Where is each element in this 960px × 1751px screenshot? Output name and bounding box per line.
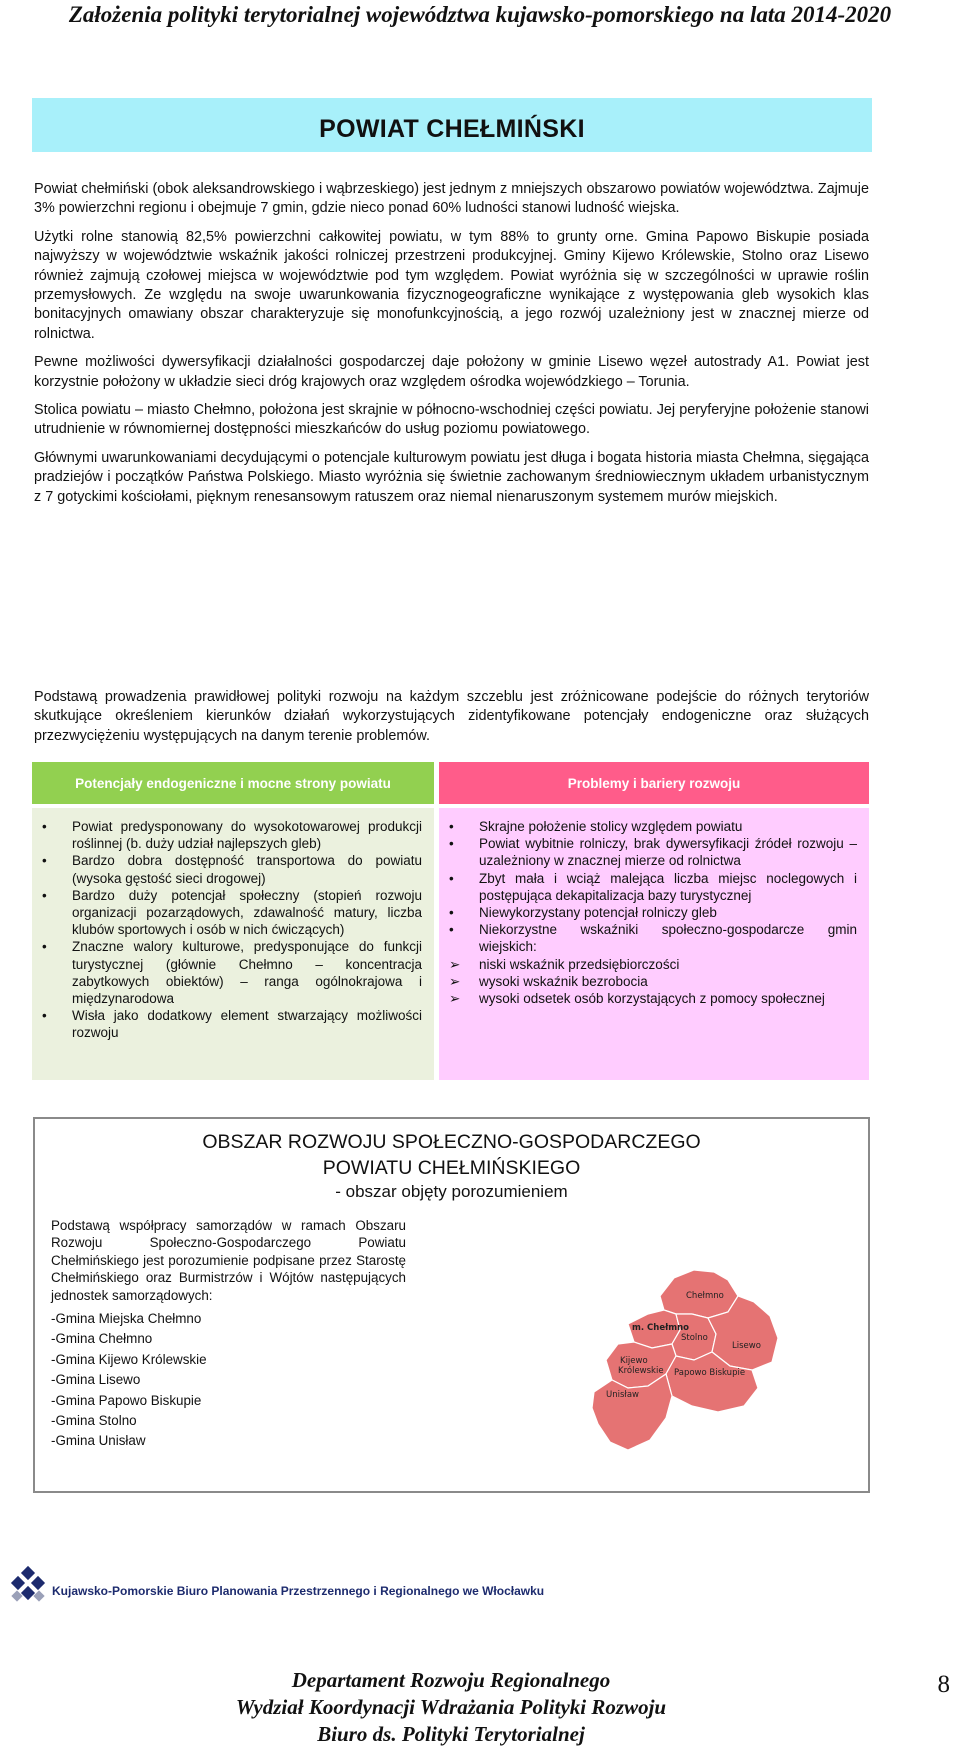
strengths-header: Potencjały endogeniczne i mocne strony powiatu [32, 762, 434, 804]
bullet-icon: • [42, 853, 47, 869]
problems-header: Problemy i bariery rozwoju [439, 762, 869, 804]
strengths-list [32, 808, 434, 1042]
map-label-lisewo: Lisewo [732, 1341, 761, 1351]
intro-paragraph: Podstawą prowadzenia prawidłowej polityki rozwoju na każdym szczeblu jest zróżnicowane podejście do różnych terytoriów skutkujące określeniem kierunków działań wykorzystujących zidentyfikowane potencjały endogeniczne oraz służących przezwyciężeniu występujących na danym terenie problemów. [34, 689, 869, 744]
document-footer [0, 1667, 960, 1748]
bullet-icon: • [449, 922, 454, 938]
bullet-icon: • [42, 819, 47, 834]
footer-line-2: Wydział Koordynacji Wdrażania Polityki Rozwoju [235, 1695, 667, 1719]
list-item: • Bardzo dobra dostępność transportowa do powiatu (wysoka gęstość sieci drogowej) [42, 853, 422, 886]
map-label-papowo: Papowo Biskupie [674, 1368, 746, 1378]
document-header-title: Założenia polityki terytorialnej województwa kujawsko-pomorskiego na lata 2014-2020 [68, 2, 892, 27]
map-label-stolno: Stolno [681, 1333, 708, 1343]
municipality-item: -Gmina Chełmno [51, 1331, 153, 1347]
bullet-icon: • [449, 819, 454, 834]
sub-list-item: ➢ niski wskaźnik przedsiębiorczości [449, 956, 680, 972]
paragraph: Stolica powiatu – miasto Chełmno, położona jest skrajnie w północno-wschodniej części powiatu. Jej peryferyjne położenie stanowi utrudnienie w równomiernej dostępności mieszkańców do usług poziomu powiatowego. [34, 402, 869, 438]
bullet-icon: • [42, 1008, 47, 1024]
strengths-list-box [32, 808, 434, 1080]
footer-line-3: Biuro ds. Polityki Terytorialnej [317, 1722, 585, 1746]
list-item: • Niekorzystne wskaźniki społeczno-gospodarcze gmin wiejskich: [449, 922, 857, 955]
development-area-frame [33, 1117, 870, 1493]
paragraph: Użytki rolne stanowią 82,5% powierzchni całkowitej powiatu, w tym 88% to grunty orne. Gmina Papowo Biskupie posiada najwyższy w województwie wskaźnik jakości rolniczej przestrzeni produkcyjnej. Gminy Kijewo Królewskie, Stolno oraz Lisewo również zajmują czołowej miejsca w województwie pod tym względem. Powiat wyróżnia się w szczególności w uprawie roślin przemysłowych. Ze względu na swoje uwarunkowania fizycznogeograficzne wynikające z występowania gleb wysokich klas bonitacyjnych omawiany obszar charakteryzuje się monofunkcyjnością, a jego rozwój uzależniony jest w znacznej mierze od rolnictwa. [34, 228, 869, 342]
bullet-icon: • [42, 887, 47, 903]
map-label-unislaw: Unisław [606, 1390, 639, 1400]
arrow-check-icon: ➢ [449, 956, 461, 972]
list-item: • Znaczne walory kulturowe, predysponujące do funkcji turystycznej (głównie Chełmno – koncentracja zabytkowych obiektów) – ranga ogólnokrajowa i międzynarodowa [42, 939, 422, 1007]
area-subtitle: - obszar objęty porozumieniem [335, 1182, 568, 1201]
footer-line-1: Departament Rozwoju Regionalnego [291, 1668, 611, 1692]
logo-text: Kujawsko-Pomorskie Biuro Planowania Przestrzennego i Regionalnego we Włocławku [52, 1584, 545, 1598]
paragraph: Powiat chełmiński (obok aleksandrowskiego i wąbrzeskiego) jest jednym z mniejszych obszarowo powiatów województwa. Zajmuje 3% powierzchni regionu i obejmuje 7 gmin, gdzie nieco ponad 60% ludności stanowi ludność wiejska. [34, 181, 869, 217]
list-item: • Zbyt mała i wciąż malejąca liczba miejsc noclegowych i postępująca dekapitalizacja bazy turystycznej [449, 870, 857, 903]
problems-list [439, 808, 869, 1007]
main-text [34, 180, 869, 516]
map-label-kijewo-2: Królewskie [618, 1366, 664, 1376]
municipality-item: -Gmina Papowo Biskupie [51, 1392, 202, 1408]
municipality-item: -Gmina Stolno [51, 1413, 137, 1429]
section-title: POWIAT CHEŁMIŃSKI [319, 114, 585, 143]
county-map [588, 1256, 803, 1456]
list-item: • Powiat predysponowany do wysokotowarowej produkcji roślinnej (b. duży udział najlepszych gleb) [42, 819, 422, 852]
list-item: • Niewykorzystany potencjał rolniczy gleb [449, 905, 717, 921]
sub-list-item: ➢ wysoki odsetek osób korzystających z pomocy społecznej [449, 991, 825, 1007]
municipality-item: -Gmina Lisewo [51, 1372, 141, 1388]
area-title-line1: OBSZAR ROZWOJU SPOŁECZNO-GOSPODARCZEGO [202, 1131, 701, 1153]
bullet-icon: • [42, 939, 47, 955]
list-item: • Powiat wybitnie rolniczy, brak dywersyfikacji źródeł rozwoju – uzależniony w znacznej mierze od rolnictwa [449, 836, 857, 869]
area-intro: Podstawą współpracy samorządów w ramach Obszaru Rozwoju Społeczno-Gospodarczego Powiatu Chełmińskiego jest porozumienie podpisane przez Starostę Chełmińskiego oraz Burmistrzów i Wójtów następujących jednostek samorządowych: [51, 1218, 406, 1303]
bullet-icon: • [449, 836, 454, 852]
arrow-check-icon: ➢ [449, 973, 461, 989]
list-item: • Wisła jako dodatkowy element stwarzający możliwości rozwoju [42, 1008, 422, 1041]
list-item: • Skrajne położenie stolicy względem powiatu [449, 819, 743, 834]
sub-list-item: ➢ wysoki wskaźnik bezrobocia [449, 973, 648, 989]
map-label-m-chelmno: m. Chełmno [632, 1323, 690, 1333]
institution-logo-row [6, 1565, 544, 1609]
area-title-line2: POWIATU CHEŁMIŃSKIEGO [322, 1157, 581, 1179]
bullet-icon: • [449, 905, 454, 921]
page-number: 8 [937, 1671, 950, 1698]
arrow-check-icon: ➢ [449, 991, 461, 1007]
paragraph: Głównymi uwarunkowaniami decydującymi o potencjale kulturowym powiatu jest długa i bogata historia miasta Chełmna, sięgająca pradziejów i początków Państwa Polskiego. Miasto wyróżnia się świetnie zachowanym średniowiecznym układem urbanistycznym z 7 gotyckimi kościołami, pięknym renesansowym ratuszem oraz niemal nienaruszonym systemem murów miejskich. [34, 449, 869, 505]
list-item: • Bardzo duży potencjał społeczny (stopień rozwoju organizacji pozarządowych, zdawalność matury, liczba klubów sportowych i osób w nich ćwiczących) [42, 887, 422, 938]
diamond-logo-icon [6, 1565, 50, 1609]
intro-text [34, 688, 869, 755]
area-description [51, 1217, 406, 1450]
bullet-icon: • [449, 870, 454, 886]
municipality-item: -Gmina Kijewo Królewskie [51, 1351, 207, 1367]
municipality-item: -Gmina Unisław [51, 1433, 146, 1449]
map-label-kijewo-1: Kijewo [620, 1356, 648, 1366]
paragraph: Pewne możliwości dywersyfikacji działalności gospodarczej daje położony w gminie Lisewo węzeł autostrady A1. Powiat jest korzystnie położony w układzie sieci dróg krajowych oraz względem ośrodka wojewódzkiego – Torunia. [34, 354, 869, 390]
problems-list-box [439, 808, 869, 1080]
map-label-chelmno: Chełmno [686, 1291, 724, 1301]
section-title-band [32, 98, 872, 152]
municipality-item: -Gmina Miejska Chełmno [51, 1311, 202, 1327]
